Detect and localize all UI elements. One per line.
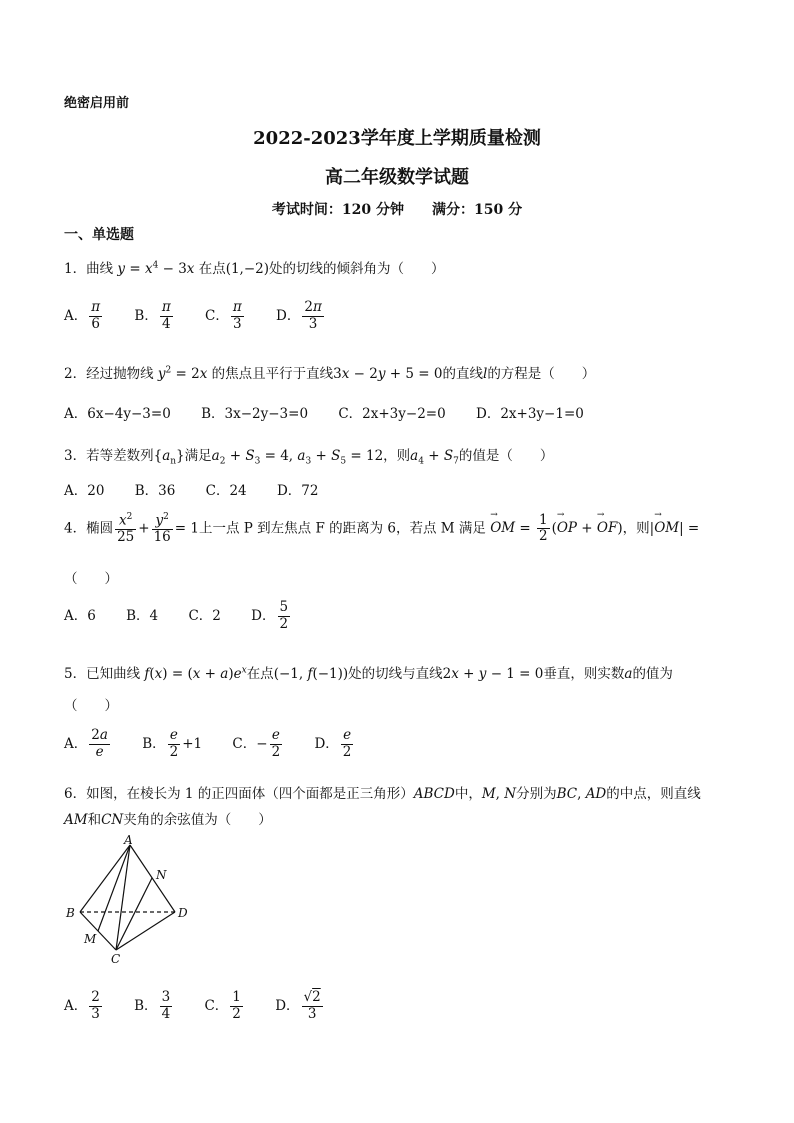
question-text: 的值为	[632, 666, 673, 682]
section-heading: 一、单选题	[64, 227, 134, 243]
question-6-line2: AM和CN夹角的余弦值为（ ）	[64, 812, 272, 828]
question-3-options	[64, 479, 344, 499]
question-text: 椭圆	[86, 520, 114, 537]
option-a: A．	[64, 307, 88, 324]
option-d: D．2x+3y−1=0	[476, 406, 584, 422]
option-d: D．	[314, 735, 339, 752]
label-a: A	[124, 835, 133, 847]
question-text: 的方程是（ ）	[487, 366, 596, 382]
question-text: 如图，在棱长为 1 的正四面体（四个面都是正三角形）	[86, 786, 414, 802]
question-text: 经过抛物线	[86, 366, 154, 382]
option-b: B．	[134, 997, 158, 1014]
question-2-options	[64, 402, 610, 422]
question-text: 的中点，则直线	[606, 786, 701, 802]
question-text: 曲线	[86, 261, 114, 277]
question-number: 5．	[64, 666, 87, 682]
question-text: ，则	[383, 448, 411, 464]
option-c: C．24	[205, 483, 247, 499]
exam-title: 2022-2023学年度上学期质量检测	[253, 128, 541, 149]
question-text: 满足	[184, 448, 212, 464]
option-a: A．6x−4y−3=0	[64, 406, 171, 422]
option-b: B．	[134, 307, 158, 324]
question-text: ，则	[622, 520, 650, 537]
option-d: D．	[276, 307, 301, 324]
option-b: B．	[142, 735, 166, 752]
tetrahedron-figure	[62, 835, 202, 970]
option-d: D．	[275, 997, 300, 1014]
question-1-options: A． $\frac{\pi}{6}$ B． $\frac{\pi}{4}$ C． $\frac{\pi}{3}$ D． $\frac{2\pi}{3}$	[64, 299, 322, 332]
question-number: 2．	[64, 366, 87, 382]
question-4-paren: （ ）	[64, 571, 118, 587]
option-a: A．	[64, 735, 88, 752]
question-5-options: A． $\frac{2a}{e}$ B． $\frac{e}{2}$ +1 C．− $\frac{e}{2}$ D． $\frac{e}{2}$	[64, 727, 352, 760]
option-c: C．	[204, 997, 229, 1014]
question-text: 垂直，则实数	[543, 666, 625, 682]
question-5: 5．已知曲线 $f(x) = (x + a)e^x$在点(−1, f(−1))处的切线与直线2x + y − 1 = 0垂直，则实数a的值为	[64, 665, 673, 682]
label-b: B	[66, 906, 75, 920]
option-c: C．2x+3y−2=0	[338, 406, 446, 422]
option-a: A．	[64, 997, 88, 1014]
question-text: 在点	[198, 261, 226, 277]
question-text: 上一点 P 到左焦点 F 的距离为 6，若点 M 满足	[198, 520, 486, 537]
label-d: D	[178, 906, 188, 920]
question-text: 在点	[246, 666, 274, 682]
question-text: 处的切线与直线	[348, 666, 443, 682]
question-1: 1．曲线 $y = x^4 - 3x$ 在点(1,−2)处的切线的倾斜角为（ ）	[64, 260, 445, 277]
question-text: 的焦点且平行于直线	[211, 366, 334, 382]
option-c: C．2	[188, 607, 221, 624]
question-number: 6．	[64, 786, 87, 802]
question-2: 2．经过抛物线 $y^2 = 2x$ 的焦点且平行于直线3x − 2y + 5 = 0的直线l的方程是（ ）	[64, 365, 596, 382]
question-number: 1．	[64, 261, 87, 277]
question-number: 4．	[64, 520, 87, 537]
question-text: 和	[87, 812, 102, 828]
label-c: C	[111, 952, 121, 966]
option-b: B．3x−2y−3=0	[201, 406, 309, 422]
question-text: 若等差数列	[86, 448, 154, 464]
question-text: 分别为	[516, 786, 557, 802]
question-text: 的直线	[442, 366, 483, 382]
question-text: 处的切线的倾斜角为（ ）	[269, 261, 445, 277]
option-c: C．	[205, 307, 229, 324]
label-m: M	[84, 932, 97, 946]
option-a: A．20	[64, 483, 105, 499]
exam-info: 考试时间：120 分钟 满分：150 分	[271, 202, 523, 218]
secret-label: 绝密启用前	[64, 96, 130, 111]
question-6-options: A． $\frac{2}{3}$ B． $\frac{3}{4}$ C． $\frac{1}{2}$ D． $\frac{√2}{3}$	[64, 989, 321, 1022]
question-number: 3．	[64, 448, 87, 464]
question-text: 已知曲线	[86, 666, 141, 682]
option-d: D．	[251, 607, 276, 624]
option-b: B．36	[134, 483, 176, 499]
label-n: N	[156, 868, 167, 882]
question-4: 4．椭圆 $\frac{x^2}{25}$ + $\frac{y^2}{16}$ = 1上一点 P 到左焦点 F 的距离为 6，若点 M 满足 → OM = $\frac{1}{2}$ ( → OP + → OF)，则| → OM| =	[64, 510, 700, 546]
option-a: A．6	[64, 607, 96, 624]
question-text: 夹角的余弦值为（ ）	[123, 812, 272, 828]
option-b: B．4	[126, 607, 159, 624]
question-text: 中，	[454, 786, 482, 802]
question-4-options: A．6 B．4 C．2 D． $\frac{5}{2}$	[64, 599, 289, 632]
exam-subtitle: 高二年级数学试题	[325, 167, 469, 188]
question-3: 3．若等差数列$\{a_n\}$满足$a_2 + S_3 = 4$, $a_3 + S_5 = 12$，则$a_4 + S_7$的值是（ ）	[64, 448, 554, 467]
question-5-paren: （ ）	[64, 698, 118, 714]
question-6: 6．如图，在棱长为 1 的正四面体（四个面都是正三角形）ABCD中，M, N分别为BC, AD的中点，则直线	[64, 786, 701, 802]
option-c: C．	[232, 735, 257, 752]
option-d: D．72	[276, 483, 319, 499]
question-text: 的值是（ ）	[458, 448, 554, 464]
